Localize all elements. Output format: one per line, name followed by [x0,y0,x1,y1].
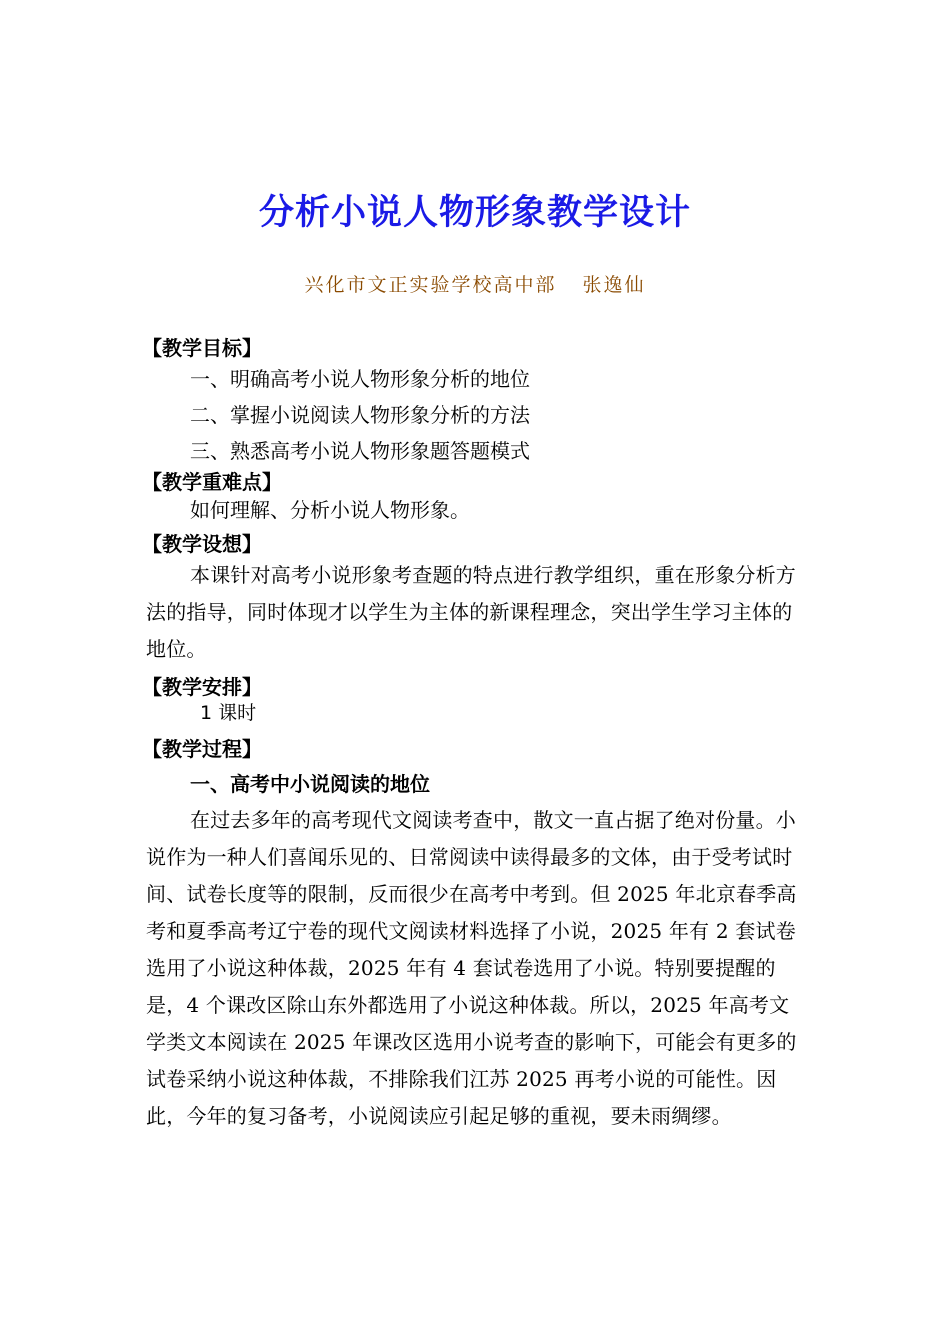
spacer [146,726,806,736]
concept-paragraph: 本课针对高考小说形象考查题的特点进行教学组织，重在形象分析方法的指导，同时体现才以学生为主体的新课程理念，突出学生学习主体的地位。 [146,563,796,661]
document-title: 分析小说人物形象教学设计 [258,193,691,233]
goal-item-1: 一、明确高考小说人物形象分析的地位 [190,367,530,391]
process-paragraph: 在过去多年的高考现代文阅读考查中，散文一直占据了绝对份量。小说作为一种人们喜闻乐见的、日常阅读中读得最多的文体，由于受考试时间、试卷长度等的限制，反而很少在高考中考到。但 2025 年北京春季高考和夏季高考辽宁卷的现代文阅读材料选择了小说，2025 年有 2 套试卷选用了小说这种体裁，2025 年有 4 套试卷选用了小说。特别要提醒的是，4 个课改区除山东外都选用了小说这种体裁。所以，2025 年高考文学类文本阅读在 2025 年课改区选用小说考查的影响下，可能会有更多的试卷采纳小说这种体裁，不排除我们江苏 2025 再考小说的可能性。因此，今年的复习备考，小说阅读应引起足够的重视，要未雨绸缪。 [146,808,797,1128]
section-heading-schedule: 【教学安排】 [142,675,262,699]
section-heading-concept: 【教学设想】 [142,532,262,556]
author-name: 张逸仙 [582,274,646,296]
section-heading-goals: 【教学目标】 [142,336,262,360]
goal-item-2: 二、掌握小说阅读人物形象分析的方法 [190,403,530,427]
author-line [0,270,950,300]
document-body [142,335,806,1135]
section-heading-process: 【教学过程】 [142,737,262,761]
key-points-text: 如何理解、分析小说人物形象。 [190,498,470,522]
section-heading-key-points: 【教学重难点】 [142,470,282,494]
process-subheading: 一、高考中小说阅读的地位 [190,772,430,796]
schedule-text: 1 课时 [200,702,257,724]
goal-item-3: 三、熟悉高考小说人物形象题答题模式 [190,439,530,463]
author-school: 兴化市文正实验学校高中部 [304,274,557,296]
